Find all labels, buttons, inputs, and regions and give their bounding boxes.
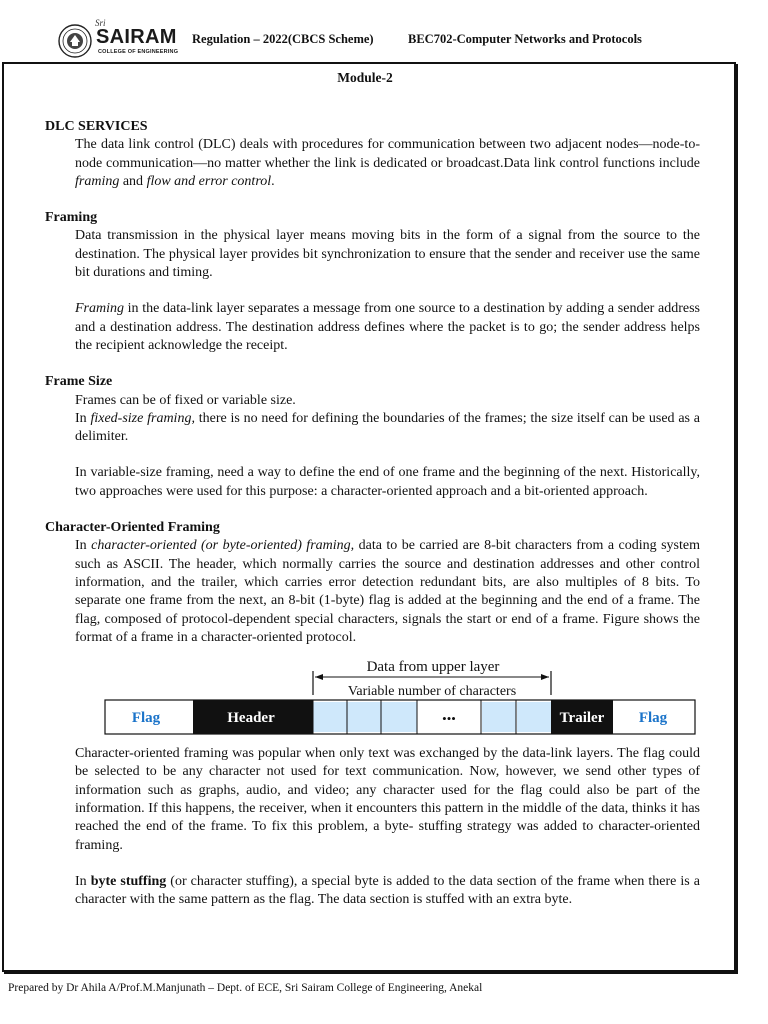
document-body [45,118,700,910]
char-oriented-paragraph-2: Character-oriented framing was popular when only text was exchanged by the data-link layers. The flag could be selected to be any character not used for text communication. Now, however, we send other types of information such as graphs, audio, and video; any character used for the flag could also be part of the information. If this happens, the receiver, when it encounters this pattern in the middle of the data, thinks it has reached the end of the frame. To fix this problem, a byte- stuffing strategy was added to character-oriented framing. [75,746,700,853]
header-cell-label: Header [227,710,275,727]
section-heading-dlc: DLC SERVICES [45,119,148,134]
framing-paragraph-1: Data transmission in the physical layer means moving bits in the form of a signal from the source to the destination. The physical layer provides bit synchronization to ensure that the sender and receiver use the same bit durations and timing. [75,228,700,281]
trailer-cell-label: Trailer [559,710,605,727]
page-header [0,0,768,60]
data-cell [517,702,551,732]
upper-layer-label: Data from upper layer [366,659,500,676]
section-heading-frame-size: Frame Size [45,374,113,390]
data-cell [381,702,417,732]
flag-right-label: Flag [638,710,668,727]
dlc-paragraph: The data link control (DLC) deals with procedures for communication between two adjacent nodes—node-to-node communication—no matter whether the link is dedicated or broadcast.Data link control functions include framing and flow and error control. [75,137,700,189]
page-footer: Prepared by Dr Ahila A/Prof.M.Manjunath – Dept. of ECE, Sri Sairam College of Engineering, Anekal [8,982,483,994]
data-cell [313,702,347,732]
section-heading-character-oriented: Character-Oriented Framing [45,520,220,536]
framing-paragraph-2: Framing in the data-link layer separates a message from one source to a destination by adding a sender address and a destination address. The destination address defines where the packet is to go; the sender address helps the recipient acknowledge the receipt. [75,301,700,353]
course-label: BEC702-Computer Networks and Protocols [408,32,642,46]
flag-left-label: Flag [131,710,161,727]
college-logo [58,18,188,60]
frame-size-paragraph-3: In variable-size framing, need a way to define the end of one frame and the beginning of the next. Historically, two approaches were used for this purpose: a character-oriented approach and a bit-oriented approach. [75,465,700,499]
variable-chars-label: Variable number of characters [347,684,517,700]
data-cell [482,702,516,732]
regulation-label: Regulation – 2022(CBCS Scheme) [192,32,374,46]
logo-name-text: SAIRAM [96,26,177,48]
logo-subtitle-text: COLLEGE OF ENGINEERING [98,49,179,55]
data-cell [347,702,381,732]
ellipsis-label: ••• [442,711,456,727]
frame-size-paragraph-2: In fixed-size framing, there is no need for defining the boundaries of the frames; the size itself can be used as a delimiter. [75,410,700,445]
byte-stuffing-paragraph: In byte stuffing (or character stuffing), a special byte is added to the data section of the frame when there is a character with the same pattern as the flag. The data section is stuffed with an extra byte. [75,873,700,908]
frame-format-figure [45,653,700,743]
frame-size-paragraph-1: Frames can be of fixed or variable size. [75,392,296,408]
logo-sri-text: Sri [95,18,106,28]
frame-format-diagram [45,653,700,743]
char-oriented-paragraph-1: In character-oriented (or byte-oriented) framing, data to be carried are 8-bit characters from a coding system such as ASCII. The header, which normally carries the source and destination addresses and other control information, and the trailer, which carries error detection redundant bits, are also multiples of 8 bits. To separate one frame from the next, an 8-bit (1-byte) flag is added at the beginning and the end of a frame. The flag, composed of protocol-dependent special characters, signals the start or end of a frame. Figure shows the format of a frame in a character-oriented protocol. [75,538,700,645]
section-heading-framing: Framing [45,210,98,226]
module-title: Module-2 [337,70,393,85]
college-seal-icon [58,24,92,58]
